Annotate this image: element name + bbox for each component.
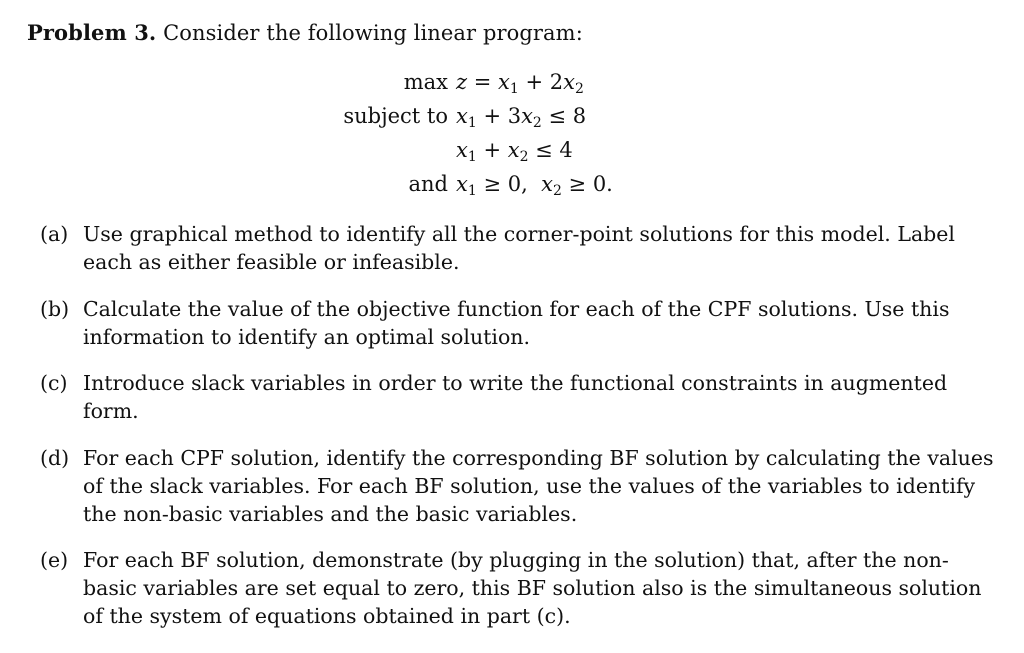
item-line: form. (83, 399, 139, 423)
item-marker: (b) (40, 297, 70, 321)
item-text (83, 369, 948, 425)
objective-row (330, 70, 448, 100)
var-x2: x (521, 104, 533, 128)
item-line: of the slack variables. For each BF solution, use the values of the variables to identify (83, 474, 976, 498)
sub-1: 1 (467, 183, 477, 199)
nonneg-expression (456, 172, 613, 199)
item-line: basic variables are set equal to zero, this BF solution also is the simultaneous solution (83, 576, 982, 600)
var-x2: x (541, 172, 553, 196)
item-line: of the system of equations obtained in part (c). (83, 604, 571, 628)
op-plus: + (476, 138, 508, 162)
sub-1: 1 (467, 115, 477, 131)
item-text (83, 546, 982, 630)
item-marker: (a) (40, 222, 69, 246)
sub-2: 2 (519, 149, 529, 165)
item-marker: (d) (40, 446, 70, 470)
item-line: information to identify an optimal solution. (83, 325, 531, 349)
constraint1-expression (456, 104, 587, 131)
subject-to-label: subject to (343, 104, 448, 128)
sub-1: 1 (467, 149, 477, 165)
item-text (83, 220, 955, 276)
objective-expression (456, 70, 584, 97)
problem-intro: Consider the following linear program: (163, 21, 583, 45)
op-plus-coef: + 3 (476, 104, 522, 128)
op-plus-coef: + 2 (518, 70, 564, 94)
and-row (330, 172, 448, 202)
sub-2: 2 (532, 115, 542, 131)
op-equals: = (467, 70, 499, 94)
constraint2-rhs: ≤ 4 (528, 138, 573, 162)
item-line: For each CPF solution, identify the corresponding BF solution by calculating the values (83, 446, 994, 470)
objective-label: max (403, 70, 448, 94)
constraint1-rhs: ≤ 8 (541, 104, 587, 128)
item-line: Introduce slack variables in order to write the functional constraints in augmented (83, 371, 948, 395)
item-line: the non-basic variables and the basic variables. (83, 502, 578, 526)
problem-heading (27, 20, 583, 45)
item-line: For each BF solution, demonstrate (by plugging in the solution) that, after the non- (83, 548, 949, 572)
nonneg-rhs2: ≥ 0. (561, 172, 613, 196)
var-x1: x (498, 70, 510, 94)
sub-2: 2 (552, 183, 562, 199)
var-x1: x (456, 104, 468, 128)
item-marker: (c) (40, 371, 68, 395)
item-line: each as either feasible or infeasible. (83, 250, 460, 274)
and-label: and (408, 172, 448, 196)
sub-2: 2 (574, 81, 584, 97)
item-text (83, 444, 994, 528)
var-x1: x (456, 138, 468, 162)
sub-1: 1 (509, 81, 519, 97)
var-z: z (456, 70, 468, 94)
problem-label: Problem 3. (27, 20, 157, 45)
var-x2: x (563, 70, 575, 94)
item-line: Calculate the value of the objective function for each of the CPF solutions. Use this (83, 297, 950, 321)
item-line: Use graphical method to identify all the corner-point solutions for this model. Label (83, 222, 955, 246)
var-x2: x (507, 138, 520, 162)
constraint2-expression (456, 138, 573, 165)
subject-to-row (330, 104, 448, 134)
var-x1: x (456, 172, 468, 196)
item-text (83, 295, 950, 351)
nonneg-rhs1: ≥ 0, (476, 172, 528, 196)
item-marker: (e) (40, 548, 69, 572)
